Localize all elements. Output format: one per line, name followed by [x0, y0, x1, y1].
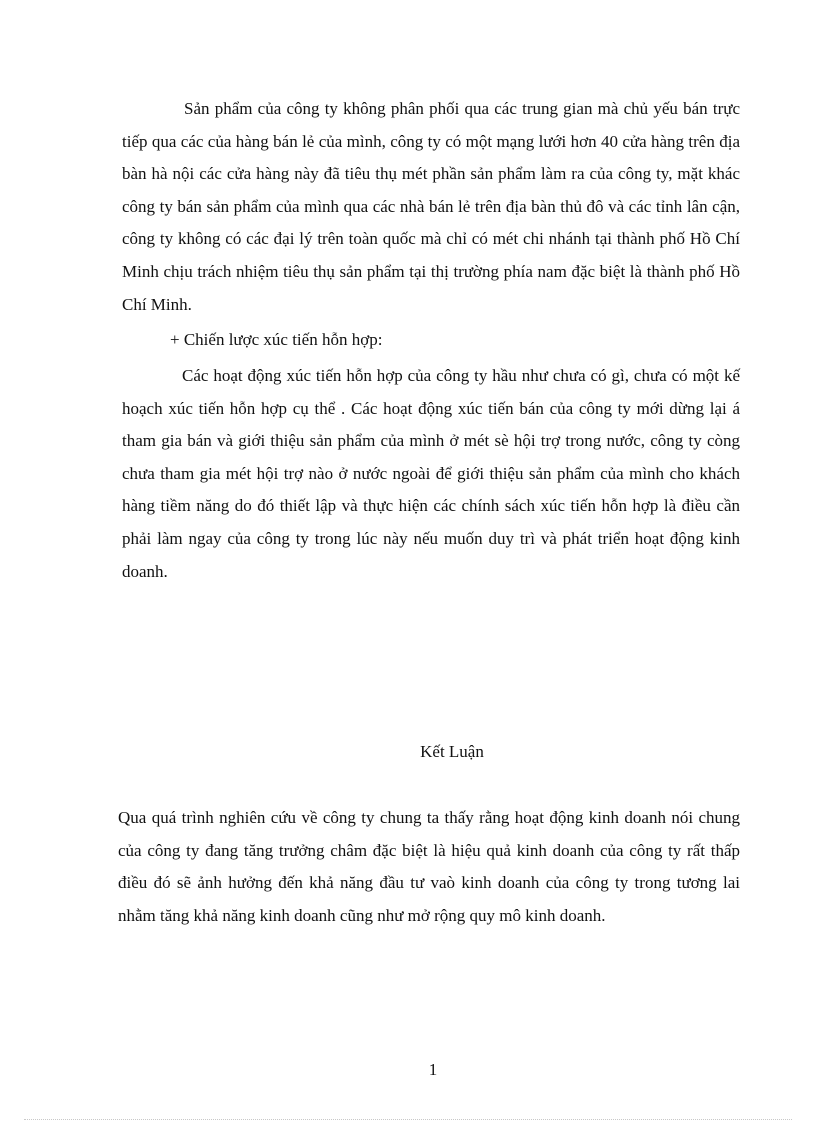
paragraph-distribution: Sản phẩm của công ty không phân phối qua các trung gian mà chủ yếu bán trực tiếp qua các của hàng bán lẻ của mình, công ty có một mạng lưới hơn 40 cửa hàng trên địa bàn hà nội các cửa hàng này đã tiêu thụ mét phần sản phẩm làm ra của công ty, mặt khác công ty bán sản phẩm của mình qua các nhà bán lẻ trên địa bàn thủ đô và các tỉnh lân cận, công ty không có các đại lý trên toàn quốc mà chỉ có mét chi nhánh tại thành phố Hồ Chí Minh chịu trách nhiệm tiêu thụ sản phẩm tại thị trường phía nam đặc biệt là thành phố Hồ Chí Minh.	[122, 99, 740, 314]
paragraph-promotion: Các hoạt động xúc tiến hỗn hợp của công ty hầu như chưa có gì, chưa có một kế hoạch xúc tiến hỗn hợp cụ thể . Các hoạt động xúc tiến bán của công ty mới dừng lại á tham gia bán và giới thiệu sản phẩm của mình ở mét sè hội trợ trong nước, công ty còng chưa tham gia mét hội trợ nào ở nước ngoài để giới thiệu sản phẩm của mình cho khách hàng tiềm năng do đó thiết lập và thực hiện các chính sách xúc tiến hỗn hợp là điều cần phải làm ngay của công ty trong lúc này nếu muốn duy trì và phát triển hoạt động kinh doanh.	[122, 366, 740, 581]
paragraph-promotion-heading: + Chiến lược xúc tiến hỗn hợp:	[170, 330, 383, 349]
footer-dotted-rule	[24, 1119, 792, 1120]
conclusion-heading: Kết Luận	[420, 742, 484, 761]
paragraph-conclusion: Qua quá trình nghiên cứu về công ty chung ta thấy rằng hoạt động kinh doanh nói chung của công ty đang tăng trưởng châm đặc biệt là hiệu quả kinh doanh của công ty rất thấp điều đó sẽ ảnh hưởng đến khả năng đầu tư vaò kinh doanh của công ty trong tương lai nhằm tăng khả năng kinh doanh cũng như mở rộng quy mô kinh doanh.	[118, 808, 740, 925]
page-number: 1	[428, 1060, 438, 1079]
